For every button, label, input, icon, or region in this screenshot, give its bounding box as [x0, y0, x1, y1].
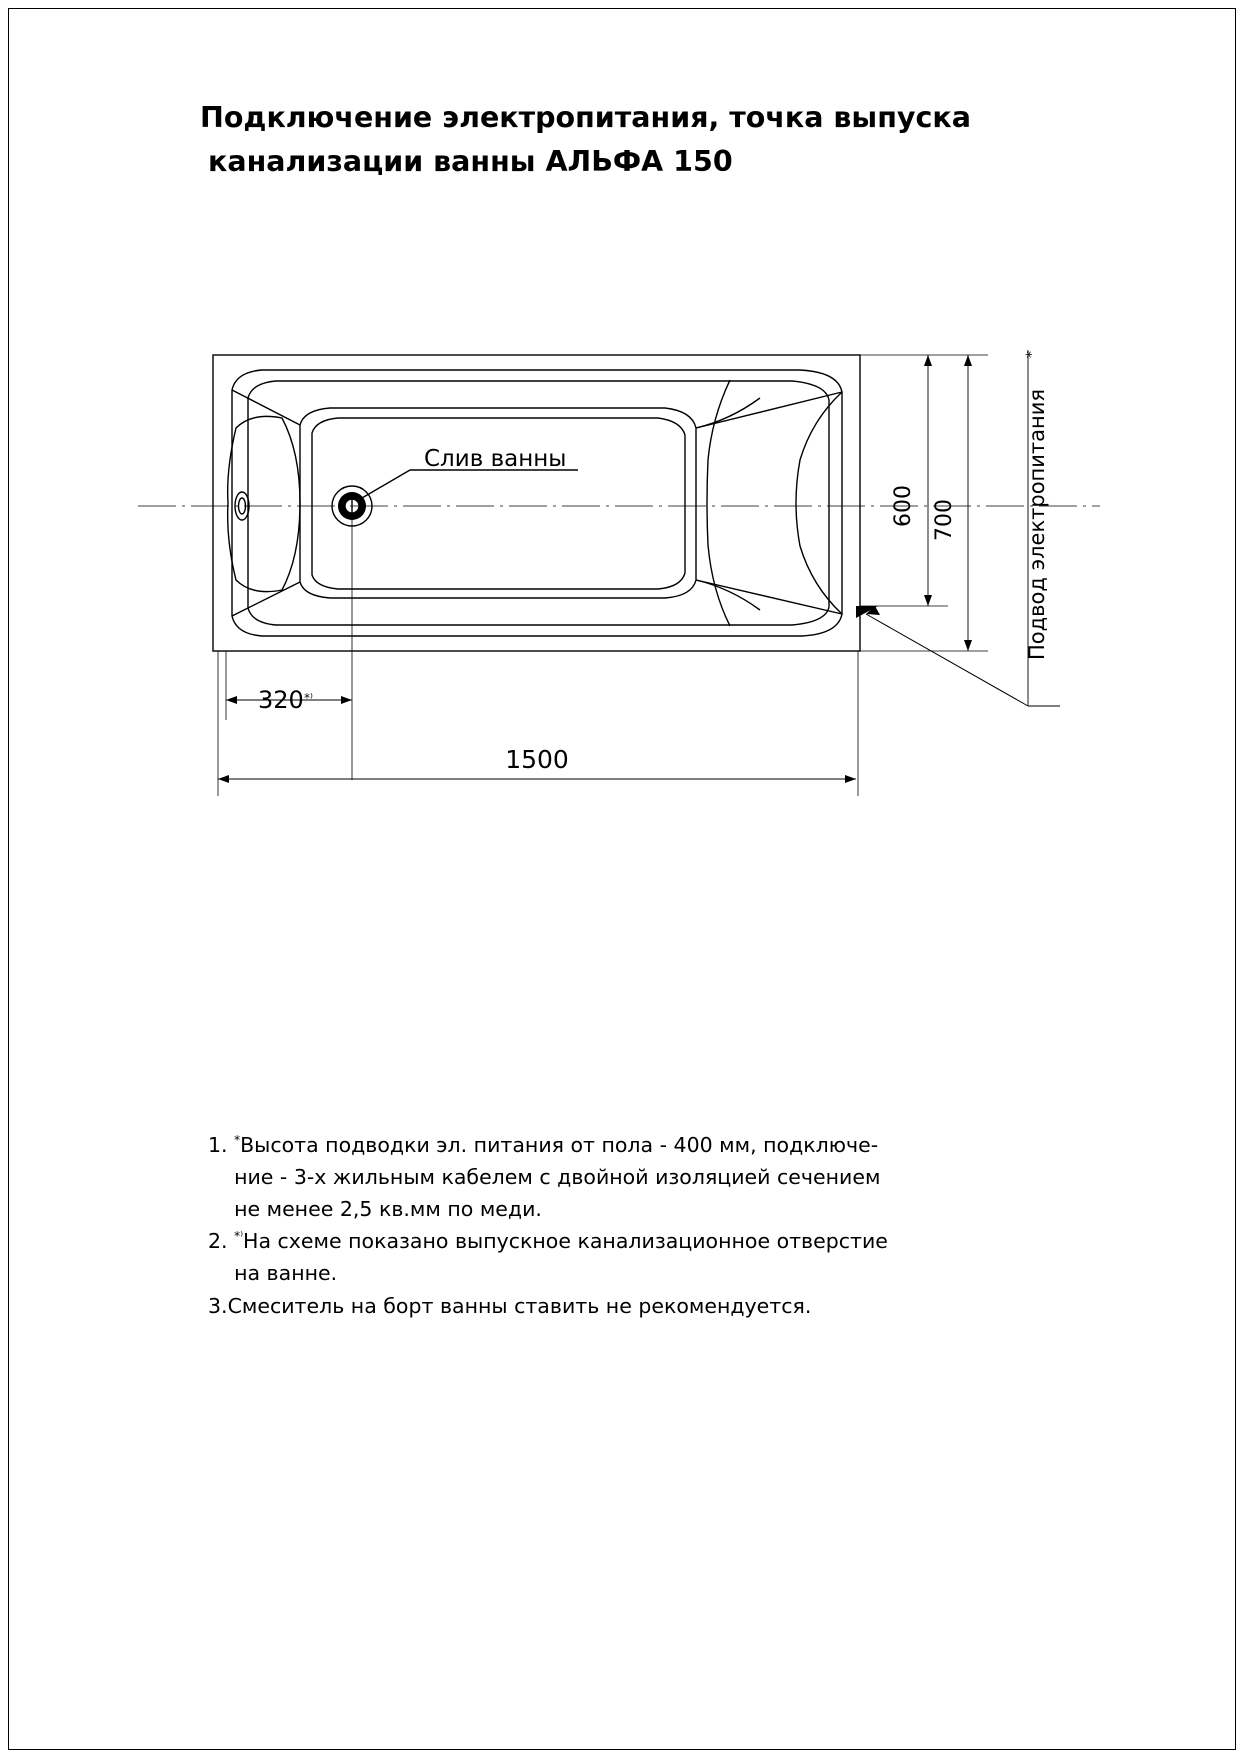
dim-1500-arrow-left — [218, 775, 229, 783]
dim-700-arrow-bottom — [964, 640, 972, 651]
note-item-3 — [208, 1291, 1028, 1323]
tub-outline — [213, 355, 860, 651]
note-number-3: 3. — [208, 1293, 228, 1318]
notes-list — [208, 1130, 1028, 1324]
note-mark-2: *⁾ — [234, 1229, 244, 1244]
page-title-line-2: канализации ванны АЛЬФА 150 — [208, 145, 733, 179]
dim-700-label: 700 — [932, 499, 957, 541]
dim-320-label: 320 — [258, 686, 304, 714]
tub-corner-line-tl — [232, 390, 300, 425]
drain-leader-line — [362, 470, 410, 498]
power-supply-leader — [866, 614, 1028, 706]
note-line-1-3: не менее 2,5 кв.мм по меди. — [234, 1196, 542, 1221]
note-line-2-2: на ванне. — [234, 1261, 338, 1286]
note-line-2-1: На схеме показано выпускное канализационное отверстие — [243, 1229, 888, 1254]
dim-600-arrow-bottom — [924, 595, 932, 606]
dim-1500-label: 1500 — [505, 745, 569, 774]
power-supply-label: Подвод электропитания — [1025, 388, 1049, 660]
page-title-line-1: Подключение электропитания, точка выпуска — [200, 101, 971, 134]
note-item-1 — [208, 1130, 1028, 1225]
dim-700-arrow-top — [964, 355, 972, 366]
dim-1500-arrow-right — [845, 775, 856, 783]
tub-right-shoulder-2 — [796, 392, 842, 614]
note-body-2 — [234, 1226, 1028, 1290]
tub-bowl-inner — [312, 418, 685, 589]
note-number-1: 1. — [208, 1133, 235, 1157]
note-mark-1: * — [234, 1133, 241, 1148]
dim-600-arrow-top — [924, 355, 932, 366]
note-number-2: 2. — [208, 1229, 235, 1254]
dim-320-arrow-left — [226, 696, 237, 704]
note-item-2 — [208, 1226, 1028, 1290]
note-body-3 — [228, 1291, 1028, 1323]
note-line-3-1: Смеситель на борт ванны ставить не рекомендуется. — [227, 1293, 812, 1318]
power-supply-label-mark: * — [1024, 351, 1040, 358]
dim-320-arrow-right — [341, 696, 352, 704]
tub-corner-line-bl — [232, 582, 300, 616]
note-line-1-1: Высота подводки эл. питания от пола - 400 мм, подключе- — [240, 1133, 879, 1157]
tub-detail-tr — [696, 398, 760, 428]
drain-label: Слив ванны — [424, 446, 567, 472]
tub-rim-outer — [232, 370, 842, 636]
dim-600-label: 600 — [891, 485, 916, 527]
note-body-1 — [234, 1130, 1028, 1225]
dim-320-mark: *⁾ — [304, 691, 313, 705]
note-line-1-2: ние - 3-х жильным кабелем с двойной изоляцией сечением — [234, 1164, 881, 1189]
tub-detail-br — [696, 580, 760, 610]
